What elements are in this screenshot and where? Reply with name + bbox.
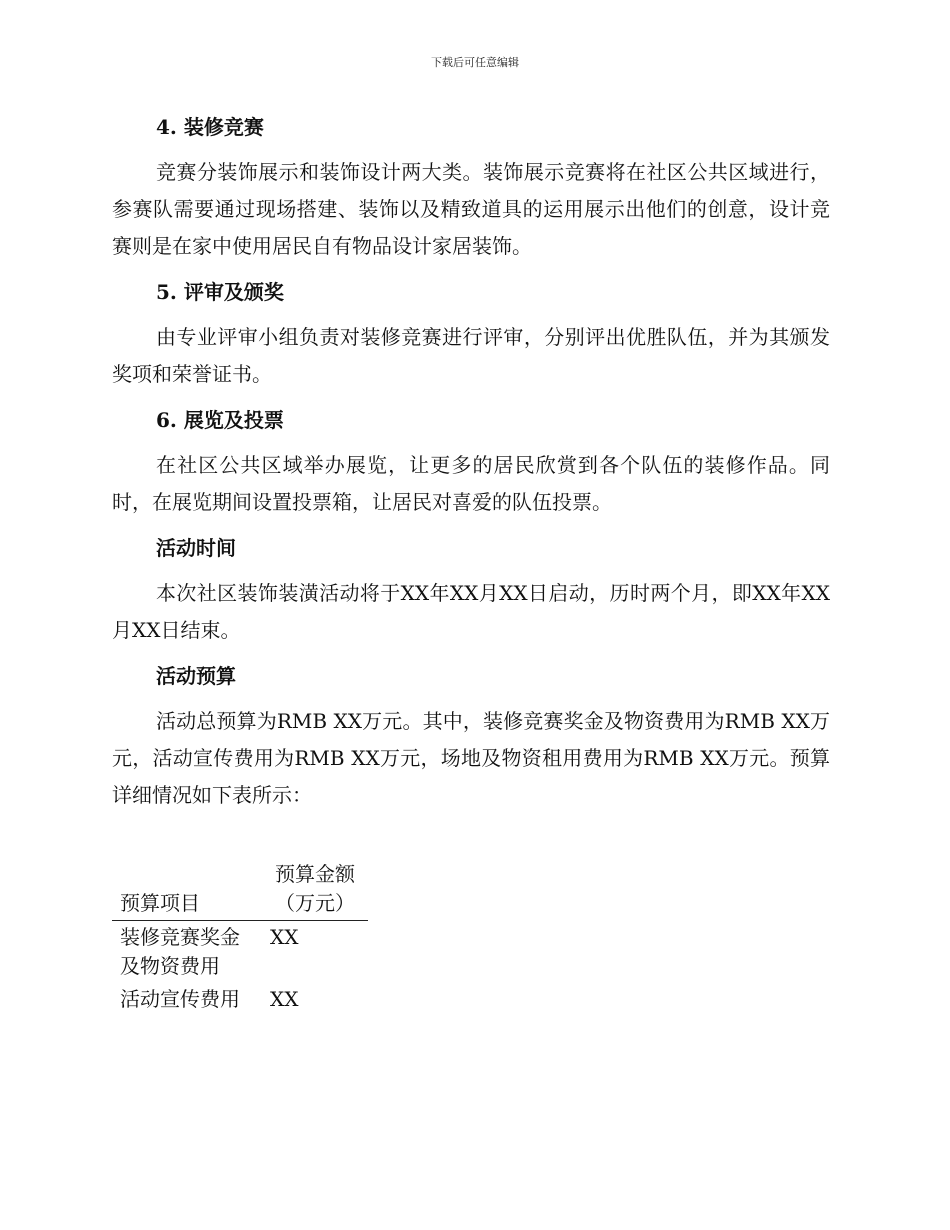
section-heading-budget: 活动预算 [156,664,236,688]
table-header-item: 预算项目 [112,858,262,921]
section-paragraph-competition: 竞赛分装饰展示和装饰设计两大类。装饰展示竞赛将在社区公共区域进行，参赛队需要通过现场搭建、装饰以及精致道具的运用展示出他们的创意，设计竞赛则是在家中使用居民自有物品设计家居装饰。 [112,160,830,258]
table-row [112,983,368,1016]
table-row [112,921,368,984]
section-heading-schedule: 活动时间 [156,536,236,560]
budget-table [112,858,368,1016]
table-cell-amount: XX [270,925,299,949]
document-body [112,108,830,1016]
section-heading-judging: 5. 评审及颁奖 [156,280,284,304]
section-paragraph-budget: 活动总预算为RMB XX万元。其中，装修竞赛奖金及物资费用为RMB XX万元，活动宣传费用为RMB XX万元，场地及物资租用费用为RMB XX万元。预算详细情况如下表所示： [112,709,830,807]
section-heading-competition: 4. 装修竞赛 [156,115,264,139]
section-heading-exhibition: 6. 展览及投票 [156,408,284,432]
page-header: 下载后可任意编辑 [431,56,519,69]
section-paragraph-exhibition: 在社区公共区域举办展览，让更多的居民欣赏到各个队伍的装修作品。同时，在展览期间设置投票箱，让居民对喜爱的队伍投票。 [112,453,830,514]
table-cell-item: 装修竞赛奖金及物资费用 [120,925,240,978]
section-paragraph-judging: 由专业评审小组负责对装修竞赛进行评审，分别评出优胜队伍，并为其颁发奖项和荣誉证书。 [112,325,830,386]
table-cell-amount: XX [270,987,299,1011]
table-cell-item: 活动宣传费用 [120,987,240,1011]
table-header-amount: 预算金额（万元） [262,858,368,921]
section-paragraph-schedule: 本次社区装饰装潢活动将于XX年XX月XX日启动，历时两个月，即XX年XX月XX日结束。 [112,581,830,642]
table-header-row [112,858,368,921]
